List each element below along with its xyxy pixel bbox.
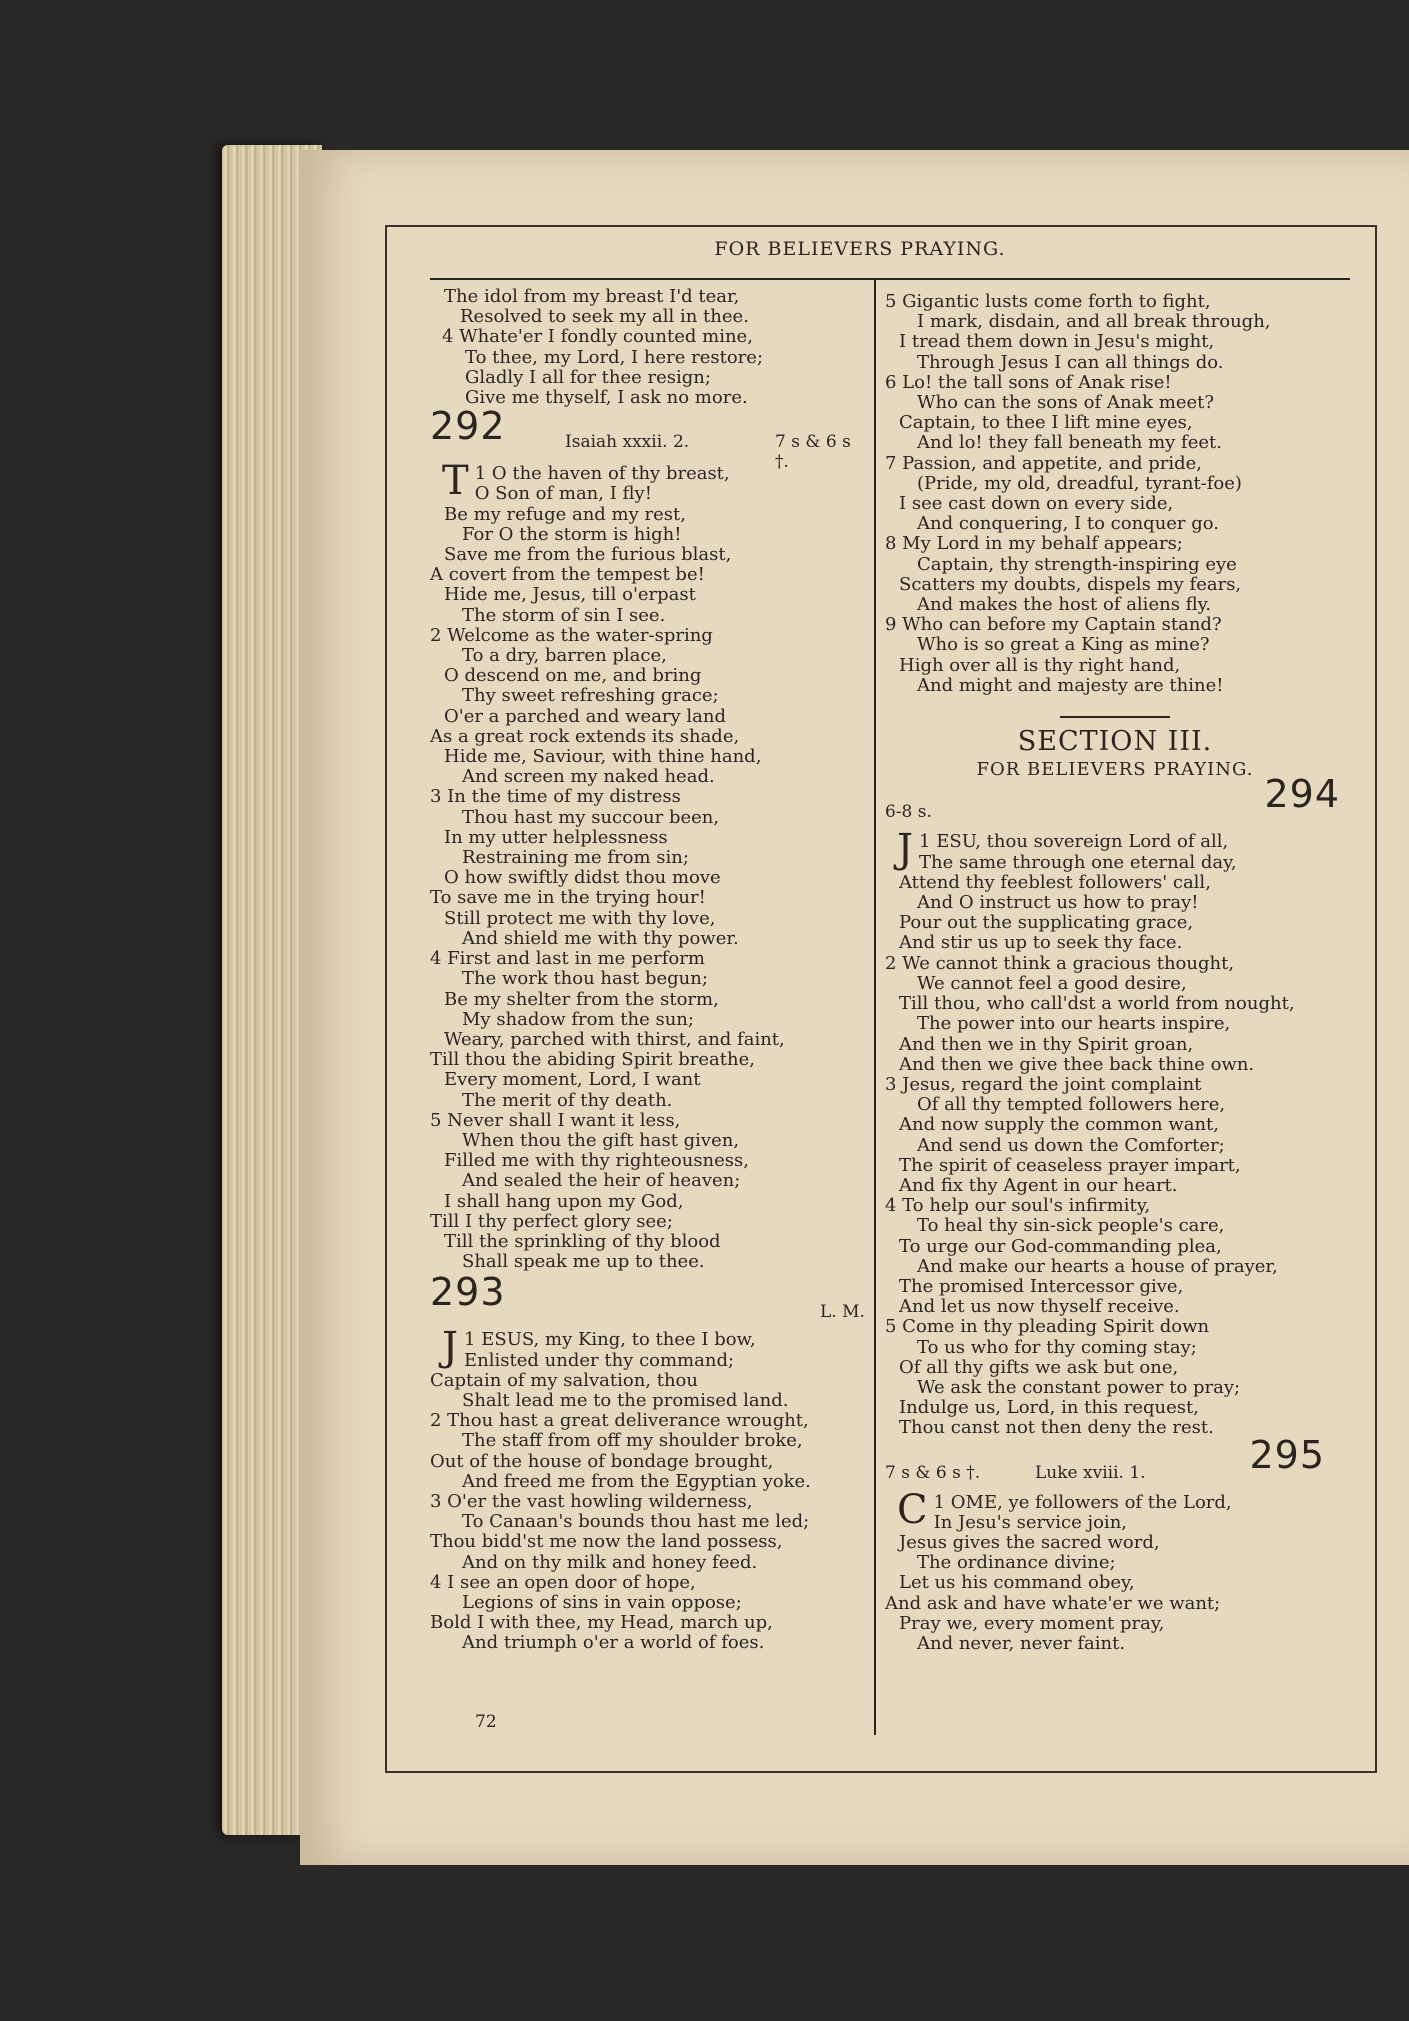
verse-line: Still protect me with thy love, [444,907,716,929]
verse-line: 4 First and last in me perform [430,948,705,970]
verse-line: The promised Intercessor give, [899,1275,1184,1297]
verse-line: Thy sweet refreshing grace; [462,685,719,707]
verse-line: And conquering, I to conquer go. [917,513,1220,535]
verse-line: And stir us up to seek thy face. [899,932,1183,954]
verse-line: Scatters my doubts, dispels my fears, [899,573,1242,595]
verse-line: Resolved to seek my all in thee. [460,306,749,328]
drop-cap: C [897,1486,928,1533]
section-subtitle: FOR BELIEVERS PRAYING. [976,759,1254,781]
verse-line: To urge our God-commanding plea, [899,1235,1222,1257]
verse-line: Out of the house of bondage brought, [430,1450,774,1472]
verse-line: A covert from the tempest be! [430,564,705,586]
hymn-meter: 7 s & 6 s †. [775,432,851,473]
verse-line: Thou canst not then deny the rest. [899,1417,1214,1439]
hymn-heading [430,404,870,473]
verse-line: Till thou the abiding Spirit breathe, [430,1049,755,1071]
verse-line: When thou the gift hast given, [462,1129,740,1151]
verse-line: Be my refuge and my rest, [444,503,686,525]
verse-line: Filled me with thy righteousness, [444,1150,749,1172]
hymn-meter: 6-8 s. [885,802,932,823]
drop-cap: J [897,826,914,873]
verse-line: Be my shelter from the storm, [444,988,719,1010]
hymn-number: 295 [1249,1432,1325,1477]
section-title: SECTION III. [1017,726,1213,758]
verse-line: To us who for thy coming stay; [917,1336,1197,1358]
verse-line: To Canaan's bounds thou hast me led; [462,1511,810,1533]
verse-line: 6 Lo! the tall sons of Anak rise! [885,371,1172,393]
verse-line: 5 Gigantic lusts come forth to fight, [885,291,1211,312]
verse-line: And make our hearts a house of prayer, [917,1255,1278,1277]
verse-line: Till I thy perfect glory see; [430,1210,673,1232]
verse-line: 1 ESU, thou sovereign Lord of all, [919,831,1229,853]
verse-line: 3 Jesus, regard the joint complaint [885,1073,1202,1095]
hymn-meter: 7 s & 6 s †. [885,1462,981,1483]
verse-line: The same through one eternal day, [919,851,1237,873]
verse-line: Pray we, every moment pray, [899,1612,1165,1634]
header-rule [430,278,1350,280]
verse-line: And then we give thee back thine own. [899,1053,1255,1075]
verse-line: And send us down the Comforter; [917,1134,1225,1156]
verse-line: And on thy milk and honey feed. [462,1551,758,1573]
verse-line: O Son of man, I fly! [474,483,652,505]
hymn-heading [430,1270,870,1326]
left-column [430,287,870,1654]
verse-line: As a great rock extends its shade, [430,725,740,747]
verse-line: Captain, to thee I lift mine eyes, [899,412,1193,434]
hymn-295 [885,1432,1345,1655]
page-number: 72 [475,1712,497,1732]
verse-line: And shield me with thy power. [462,927,739,949]
verse-line: In Jesu's service join, [933,1511,1128,1533]
section-heading [885,716,1345,780]
verse-line: Every moment, Lord, I want [444,1069,701,1091]
verse-line: 8 My Lord in my behalf appears; [885,533,1183,555]
verse-line: To save me in the trying hour! [430,887,706,909]
verse-line: Indulge us, Lord, in this request, [899,1397,1199,1419]
verse-line: 4 Whate'er I fondly counted mine, [442,326,753,348]
verse-line: And now supply the common want, [899,1114,1220,1136]
verse-line: We ask the constant power to pray; [917,1376,1241,1398]
verse-line: I tread them down in Jesu's might, [899,331,1215,353]
continued-hymn [430,287,870,408]
verse-line: Bold I with thee, my Head, march up, [430,1612,773,1634]
verse-line: Jesus gives the sacred word, [899,1531,1160,1553]
verse-line: Till the sprinkling of thy blood [444,1230,721,1252]
verse-line: (Pride, my old, dreadful, tyrant-foe) [917,472,1242,494]
verse-line: Legions of sins in vain oppose; [462,1591,742,1613]
verse-line: Captain, thy strength-inspiring eye [917,553,1237,575]
verse-line: Hide me, Saviour, with thine hand, [444,746,762,768]
verse-line: And never, never faint. [917,1632,1126,1654]
verse-line: Captain of my salvation, thou [430,1369,698,1391]
hymn-number: 293 [430,1270,506,1315]
verse-line: 3 O'er the vast howling wilderness, [430,1490,753,1512]
verse-line: And fix thy Agent in our heart. [899,1174,1178,1196]
verse-line: Pour out the supplicating grace, [899,912,1194,934]
verse-line: Till thou, who call'dst a world from nought, [899,993,1295,1015]
verse-line: To heal thy sin-sick people's care, [917,1215,1225,1237]
verse-line: The merit of thy death. [462,1089,673,1111]
verse-line: 4 To help our soul's infirmity, [885,1195,1151,1217]
hymn-292 [430,404,870,1273]
verse-line: And then we in thy Spirit groan, [899,1033,1194,1055]
verse-line: O descend on me, and bring [444,665,702,687]
verse-line: 5 Come in thy pleading Spirit down [885,1316,1210,1338]
verse-line: 5 Never shall I want it less, [430,1109,681,1131]
verse-line: 2 Thou hast a great deliverance wrought, [430,1410,809,1432]
verse-line: Gladly I all for thee resign; [465,366,711,388]
verse-line: 4 I see an open door of hope, [430,1571,696,1593]
verse-line: We cannot feel a good desire, [917,972,1187,994]
hymn-text [885,1486,1345,1655]
hymn-heading [885,772,1345,828]
verse-line: 2 Welcome as the water-spring [430,624,713,646]
verse-line: Thou hast my succour been, [462,806,720,828]
verse-line: The storm of sin I see. [462,604,666,626]
verse-line: Who is so great a King as mine? [917,634,1210,656]
verse-line: For O the storm is high! [462,523,682,545]
continued-hymn [885,292,1345,696]
verse-line: The power into our hearts inspire, [917,1013,1231,1035]
scripture-reference: Luke xviii. 1. [1035,1462,1146,1483]
verse-line: Of all thy gifts we ask but one, [899,1356,1179,1378]
verse-line: Give me thyself, I ask no more. [465,387,748,409]
verse-line: Enlisted under thy command; [464,1349,735,1371]
hymn-text [430,458,870,1273]
verse-line: Of all thy tempted followers here, [917,1094,1226,1116]
verse-line: The staff from off my shoulder broke, [462,1430,803,1452]
verse-line: Thou bidd'st me now the land possess, [430,1531,783,1553]
verse-line: Let us his command obey, [899,1572,1135,1594]
verse-line: 7 Passion, and appetite, and pride, [885,452,1202,474]
verse-line: And freed me from the Egyptian yoke. [462,1470,811,1492]
verse-line: I mark, disdain, and all break through, [917,311,1271,333]
hymn-text [885,826,1345,1439]
hymn-number: 292 [430,404,506,449]
verse-line: To a dry, barren place, [462,645,667,667]
hymn-heading [885,1432,1345,1489]
section-rule [1060,716,1170,718]
drop-cap: T [442,458,469,505]
hymn-number: 294 [1264,772,1340,817]
verse-line: And sealed the heir of heaven; [462,1170,741,1192]
verse-line: Save me from the furious blast, [444,544,732,566]
verse-line: 2 We cannot think a gracious thought, [885,952,1235,974]
verse-line: And let us now thyself receive. [899,1296,1180,1318]
verse-line: 1 O the haven of thy breast, [474,463,730,485]
verse-line: And might and majesty are thine! [917,674,1224,696]
verse-line: And ask and have whate'er we want; [885,1592,1221,1614]
verse-line: And screen my naked head. [462,766,715,788]
hymn-meter: L. M. [820,1302,865,1323]
drop-cap: J [442,1324,459,1371]
verse-line: I shall hang upon my God, [444,1190,684,1212]
running-head: FOR BELIEVERS PRAYING. [714,238,1006,260]
verse-line: 9 Who can before my Captain stand? [885,614,1222,636]
hymn-294 [885,772,1345,1439]
verse-line: Shalt lead me to the promised land. [462,1389,789,1411]
column-rule [874,280,876,1735]
verse-line: 3 In the time of my distress [430,786,681,808]
verse-line: Through Jesus I can all things do. [917,351,1224,373]
scripture-reference: Isaiah xxxii. 2. [565,432,690,453]
verse-line: I see cast down on every side, [899,493,1174,515]
verse-line: The spirit of ceaseless prayer impart, [899,1154,1241,1176]
verse-line: And lo! they fall beneath my feet. [917,432,1222,454]
verse-line: In my utter helplessness [444,826,668,848]
verse-line: High over all is thy right hand, [899,654,1181,676]
hymn-text [430,1324,870,1654]
hymn-293 [430,1270,870,1654]
verse-line: 1 ESUS, my King, to thee I bow, [464,1329,756,1351]
verse-line: The work thou hast begun; [462,968,708,990]
verse-line: Who can the sons of Anak meet? [917,392,1215,414]
verse-line: 1 OME, ye followers of the Lord, [933,1491,1232,1513]
verse-line: O'er a parched and weary land [444,705,727,727]
verse-line: My shadow from the sun; [462,1008,694,1030]
verse-line: And O instruct us how to pray! [917,892,1199,914]
verse-line: Attend thy feeblest followers' call, [899,871,1211,893]
verse-line: And makes the host of aliens fly. [917,594,1212,616]
verse-line: Shall speak me up to thee. [462,1251,705,1273]
verse-line: To thee, my Lord, I here restore; [465,346,764,368]
right-column [885,292,1345,1654]
verse-line: Weary, parched with thirst, and faint, [444,1028,785,1050]
verse-line: Hide me, Jesus, till o'erpast [444,584,696,606]
verse-line: Restraining me from sin; [462,847,689,869]
verse-line: And triumph o'er a world of foes. [462,1632,765,1654]
verse-line: O how swiftly didst thou move [444,867,721,889]
verse-line: The ordinance divine; [917,1552,1116,1574]
verse-line: The idol from my breast I'd tear, [444,286,740,307]
